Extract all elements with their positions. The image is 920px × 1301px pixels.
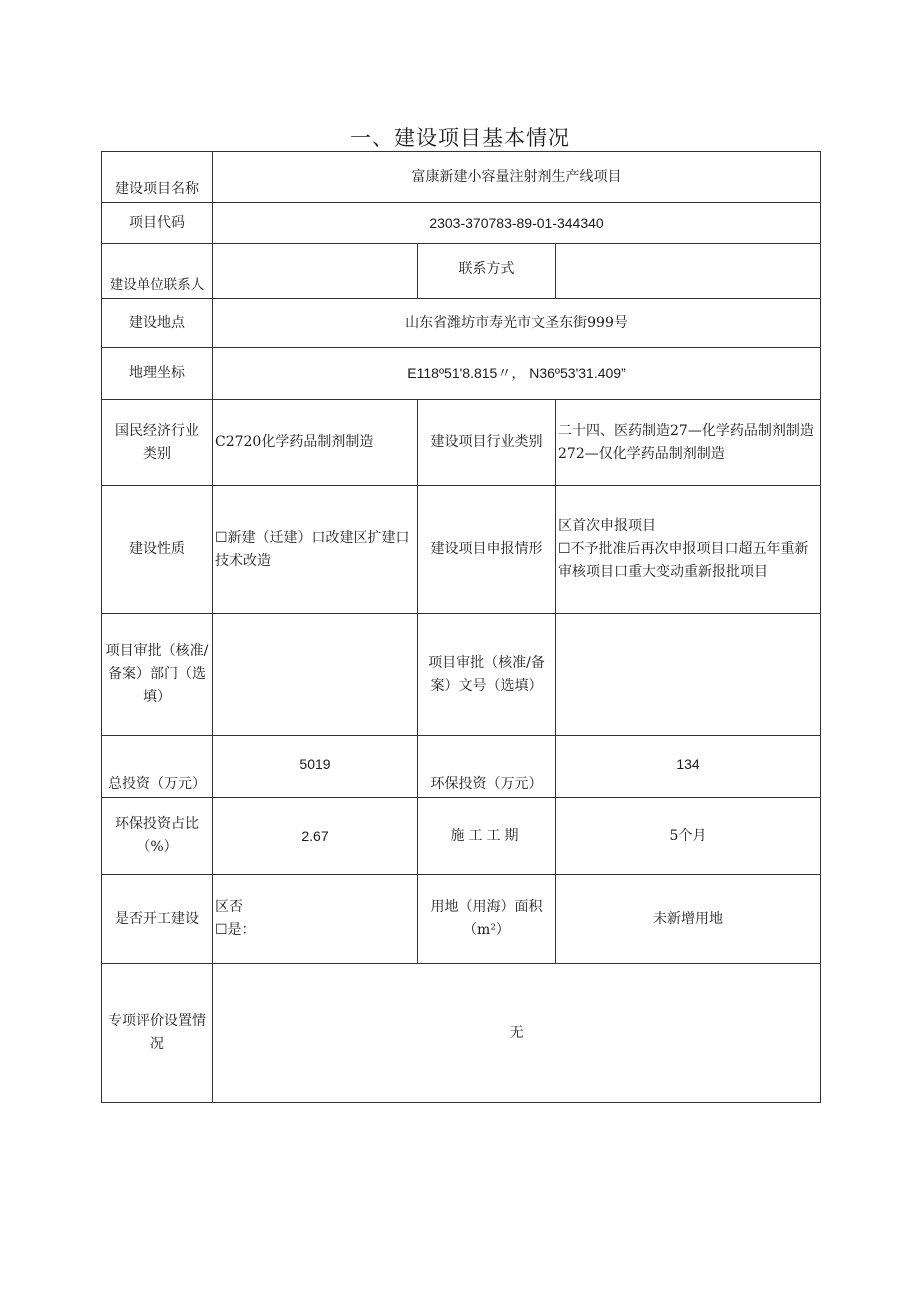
coordinates-value: E118º51'8.815〃， N36º53'31.409” [213,348,821,400]
row-special [102,964,821,1103]
nature-value: ☐新建（迁建）口改建区扩建口技术改造 [213,486,418,614]
row-coordinates [102,348,821,400]
location-label: 建设地点 [102,299,213,348]
row-project-code [102,203,821,244]
approval-number-value [556,614,821,736]
project-code-value: 2303-370783-89-01-344340 [213,203,821,244]
row-project-name [102,152,821,203]
started-yes: ☐是： [215,922,256,938]
row-started [102,875,821,964]
started-no: 区否 [215,899,243,915]
industry-category-value: 二十四、医药制造27—化学药品制剂制造272—仅化学药品制剂制造 [556,400,821,486]
total-investment-value: 5019 [213,736,418,798]
project-info-table [101,151,821,1103]
nature-label: 建设性质 [102,486,213,614]
env-ratio-value: 2.67 [213,798,418,875]
location-value: 山东省潍坊市寿光市文圣东街999号 [213,299,821,348]
coordinates-label: 地理坐标 [102,348,213,400]
contact-value [213,244,418,299]
declaration-other: ☐不予批准后再次申报项目口超五年重新审核项目口重大变动重新报批项目 [558,541,809,580]
declaration-first: 区首次申报项目 [558,518,656,534]
construction-period-label: 施工工期 [418,798,556,875]
page-title: 一、建设项目基本情况 [350,126,570,150]
industry-label: 国民经济行业类别 [102,400,213,486]
project-name-label: 建设项目名称 [102,152,213,203]
approval-dept-label: 项目审批（核准/备案）部门（选填） [102,614,213,736]
contact-method-value [556,244,821,299]
approval-number-label: 项目审批（核准/备案）文号（选填） [418,614,556,736]
row-contact [102,244,821,299]
env-investment-value: 134 [556,736,821,798]
started-label: 是否开工建设 [102,875,213,964]
row-location [102,299,821,348]
special-eval-value: 无 [213,964,821,1103]
contact-label: 建设单位联系人 [102,244,213,299]
row-industry [102,400,821,486]
land-area-label: 用地（用海）面积（m²） [418,875,556,964]
approval-dept-value [213,614,418,736]
declaration-label: 建设项目申报情形 [418,486,556,614]
land-area-value: 未新增用地 [556,875,821,964]
env-ratio-label: 环保投资占比（%） [102,798,213,875]
env-investment-label: 环保投资（万元） [418,736,556,798]
row-approval [102,614,821,736]
contact-method-label: 联系方式 [418,244,556,299]
total-investment-label: 总投资（万元） [102,736,213,798]
started-value [213,875,418,964]
special-eval-label: 专项评价设置情况 [102,964,213,1103]
industry-category-label: 建设项目行业类别 [418,400,556,486]
row-investment [102,736,821,798]
declaration-value [556,486,821,614]
construction-period-value: 5个月 [556,798,821,875]
industry-value: C2720化学药品制剂制造 [213,400,418,486]
project-code-label: 项目代码 [102,203,213,244]
row-nature [102,486,821,614]
row-ratio [102,798,821,875]
project-name-value: 富康新建小容量注射剂生产线项目 [213,152,821,203]
